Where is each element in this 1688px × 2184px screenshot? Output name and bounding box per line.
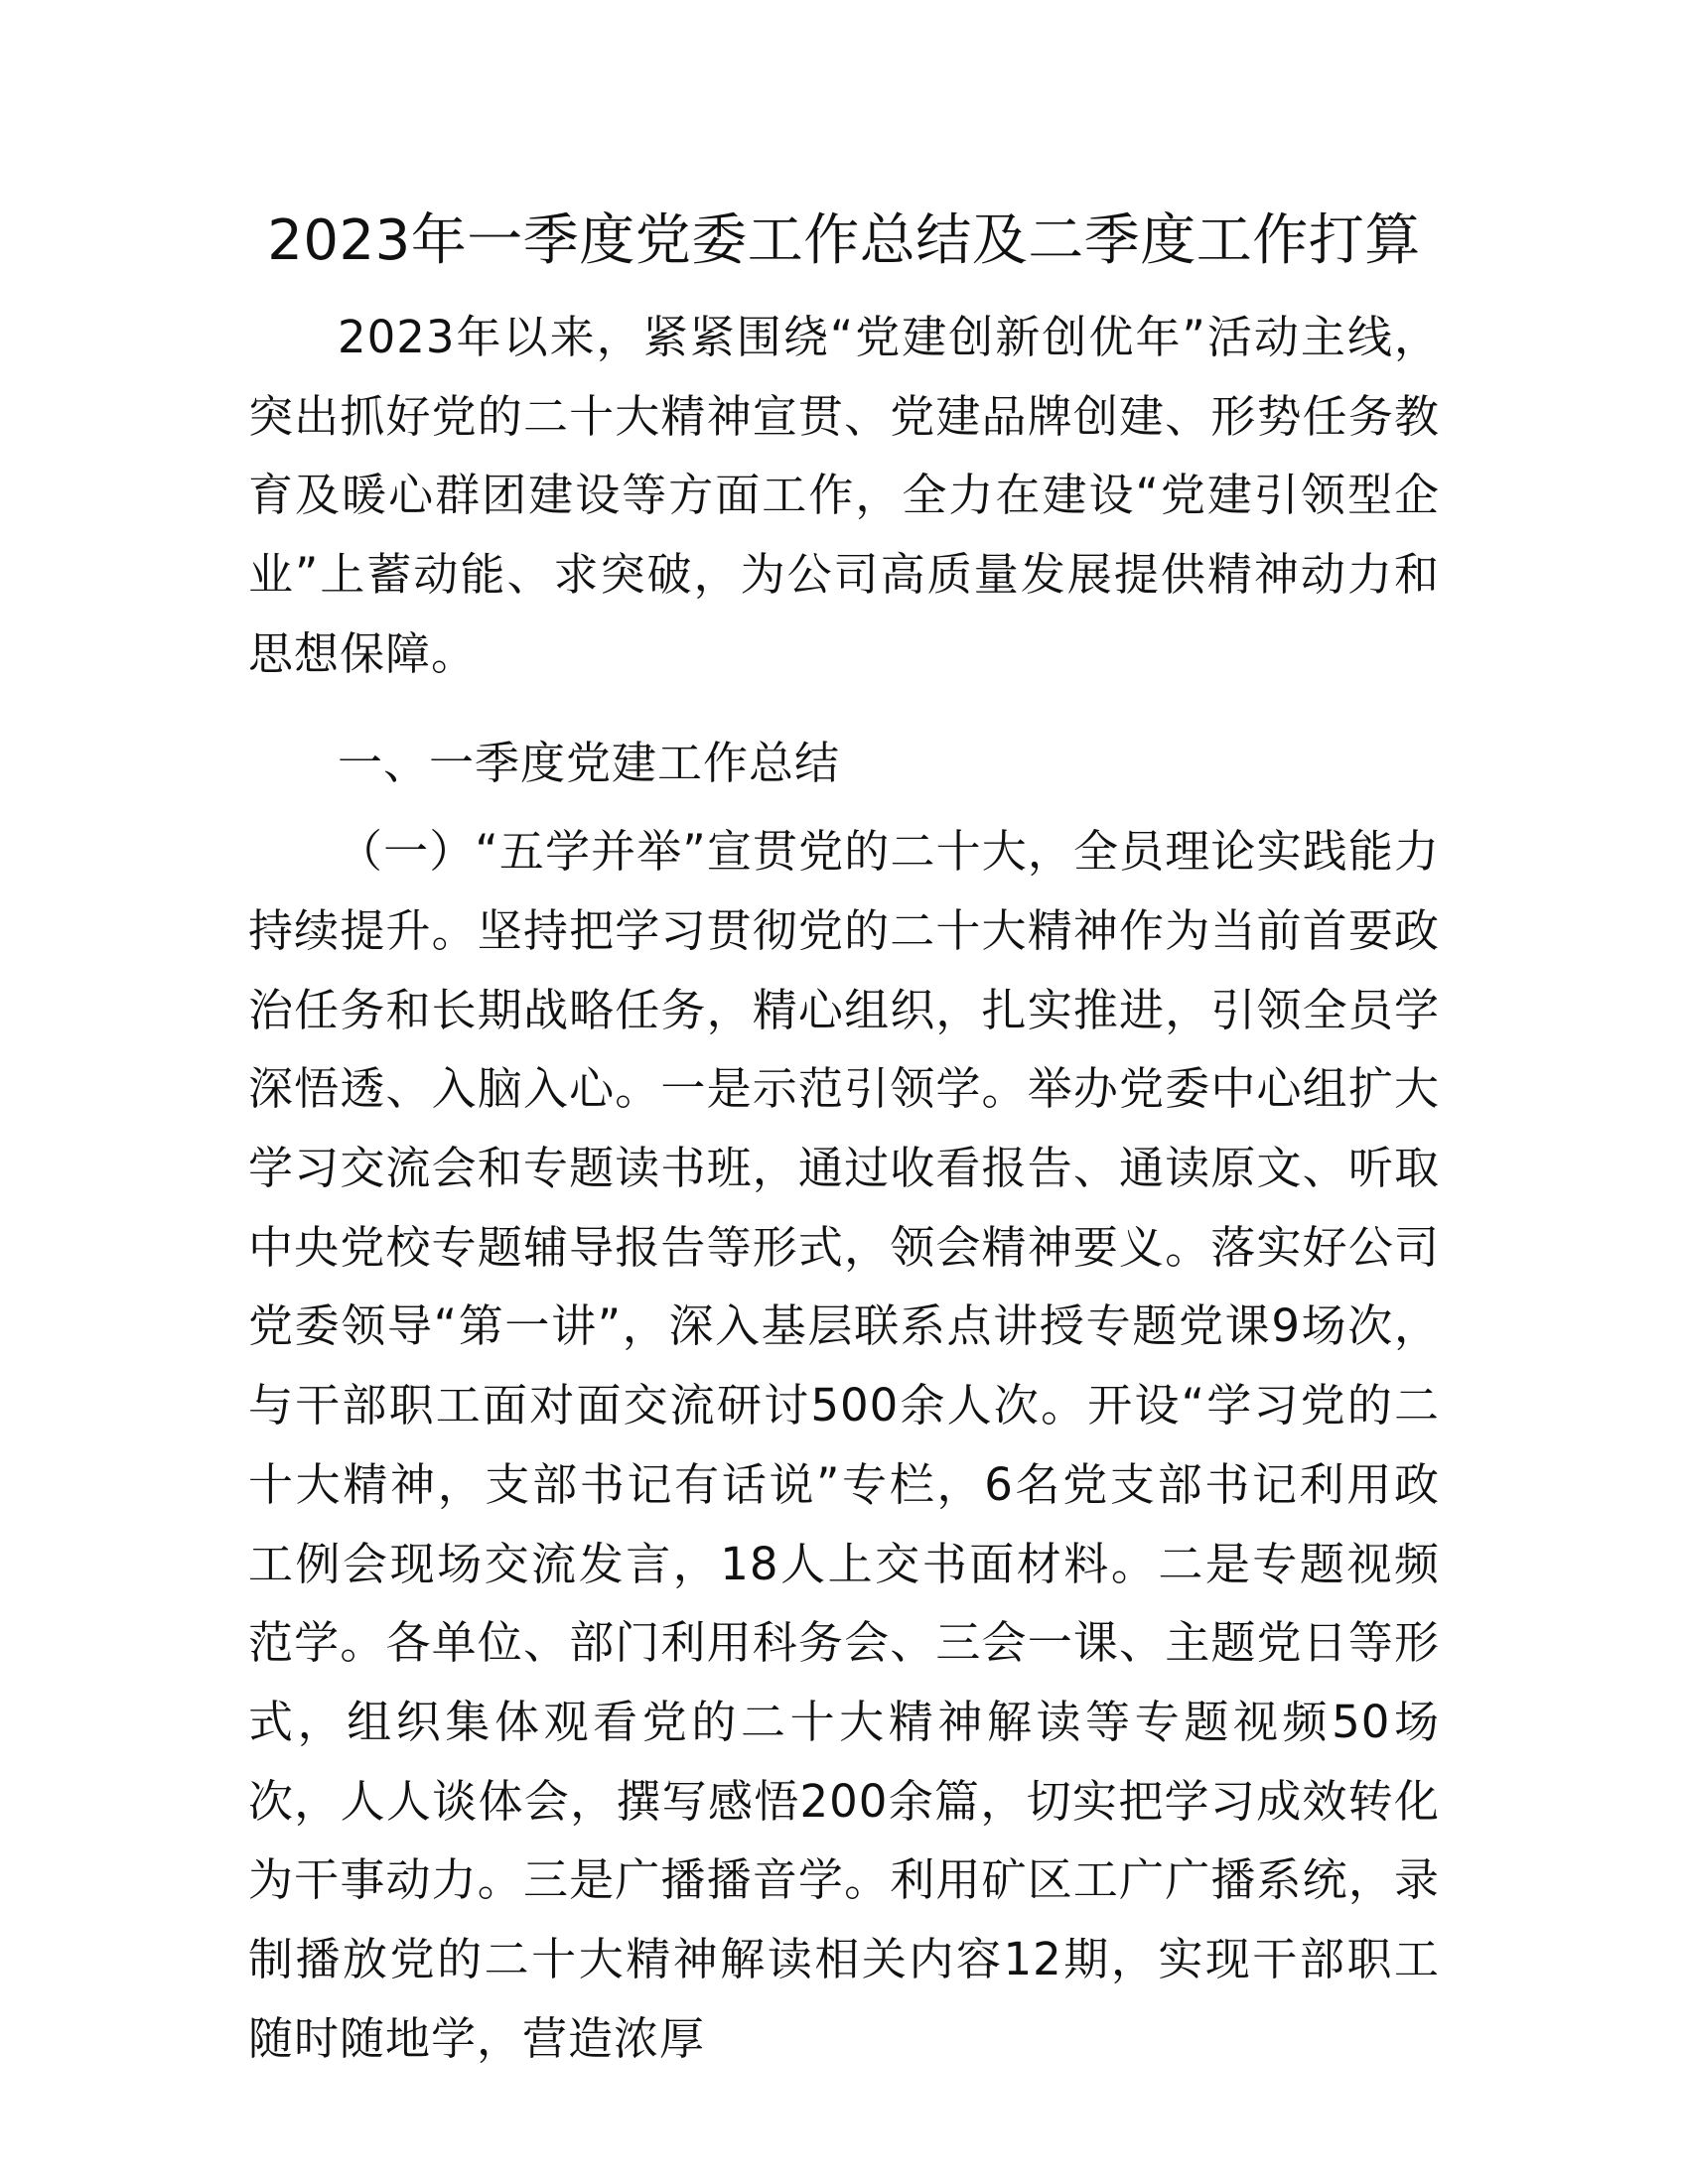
section-heading: 一、一季度党建工作总结 [338,736,841,789]
document-body [248,298,1440,2078]
section-paragraph: （一）“五学并举”宣贯党的二十大，全员理论实践能力持续提升。坚持把学习贯彻党的二十大精神作为当前首要政治任务和长期战略任务，精心组织，扎实推进，引领全员学深悟透、入脑入心。一是示范引领学。举办党委中心组扩大学习交流会和专题读书班，通过收看报告、通读原文、听取中央党校专题辅导报告等形式，领会精神要义。落实好公司党委领导“第一讲”，深入基层联系点讲授专题党课9场次，与干部职工面对面交流研讨500余人次。开设“学习党的二十大精神，支部书记有话说”专栏，6名党支部书记利用政工例会现场交流发言，18人上交书面材料。二是专题视频范学。各单位、部门利用科务会、三会一课、主题党日等形式，组织集体观看党的二十大精神解读等专题视频50场次，人人谈体会，撰写感悟200余篇，切实把学习成效转化为干事动力。三是广播播音学。利用矿区工广广播系统，录制播放党的二十大精神解读相关内容12期，实现干部职工随时随地学，营造浓厚 [248,825,1440,2065]
intro-paragraph: 2023年以来，紧紧围绕“党建创新创优年”活动主线，突出抓好党的二十大精神宣贯、党建品牌创建、形势任务教育及暖心群团建设等方面工作，全力在建设“党建引领型企业”上蓄动能、求突破，为公司高质量发展提供精神动力和思想保障。 [248,311,1440,680]
document-title: 2023年一季度党委工作总结及二季度工作打算 [267,208,1421,273]
